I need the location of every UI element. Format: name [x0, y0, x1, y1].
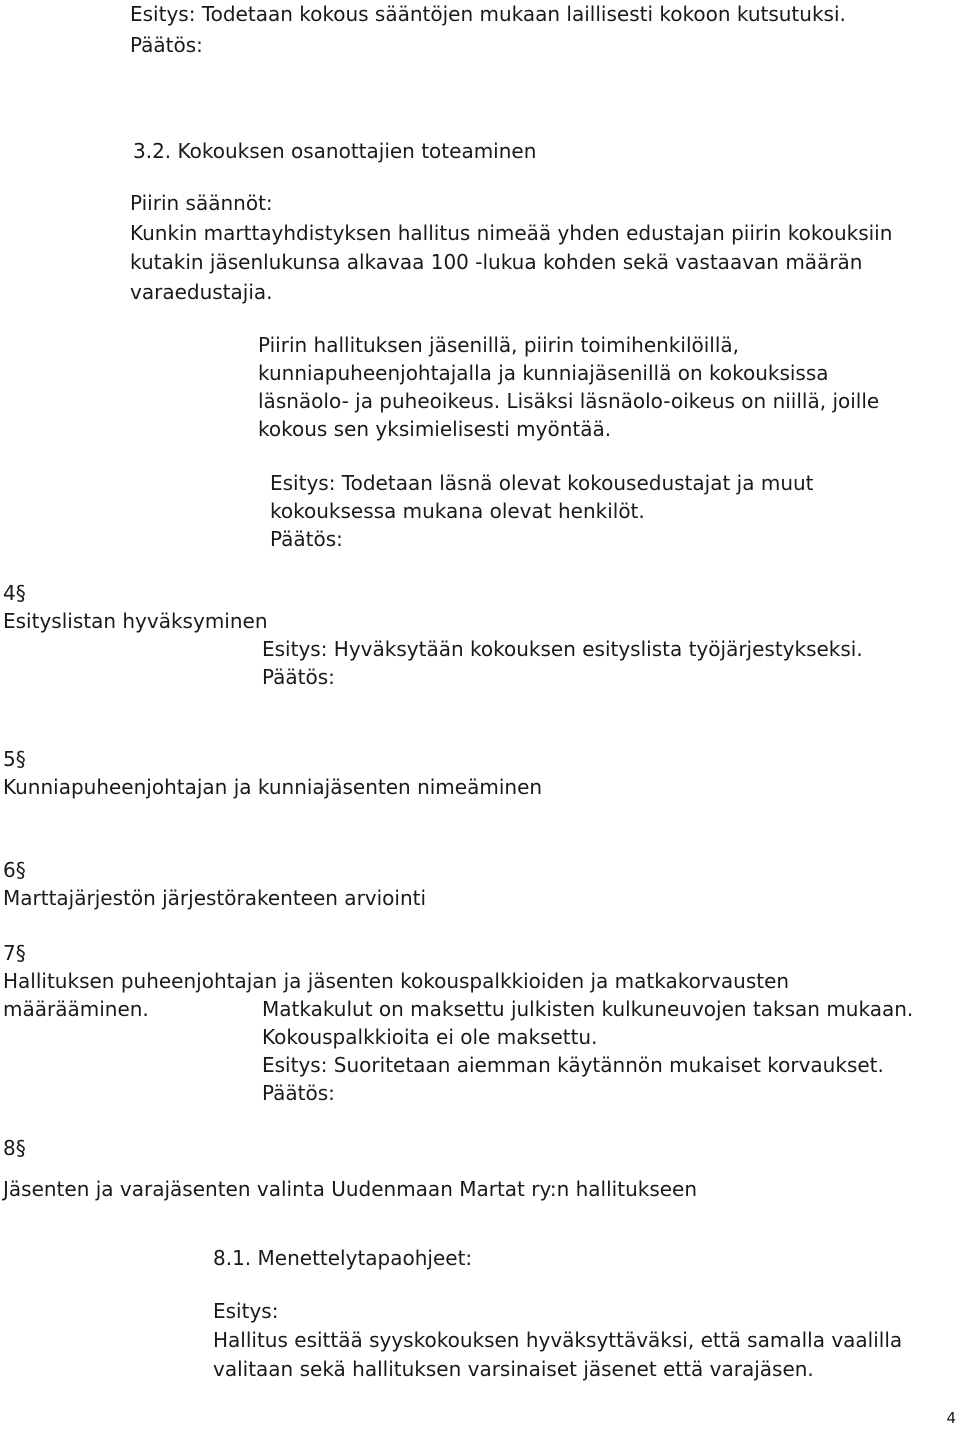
- page-number: 4: [946, 1409, 956, 1427]
- section-8-number: 8§: [3, 1136, 26, 1160]
- section-4-decision: Päätös:: [262, 665, 335, 689]
- section-4-proposal: Esitys: Hyväksytään kokouksen esityslista työjärjestykseksi.: [262, 637, 863, 661]
- rules-label: Piirin säännöt:: [130, 191, 273, 215]
- section-5-number: 5§: [3, 747, 26, 771]
- section-4-number: 4§: [3, 581, 26, 605]
- section-8-1-proposal-label: Esitys:: [213, 1299, 279, 1323]
- section-7-title: määrääminen.: [3, 997, 149, 1021]
- section-3-2-proposal: Esitys: Todetaan läsnä olevat kokousedustajat ja muut: [270, 471, 814, 495]
- section-3-2-title: 3.2. Kokouksen osanottajien toteaminen: [133, 139, 537, 163]
- rules-text-line: varaedustajia.: [130, 280, 273, 304]
- section-5-title: Kunniapuheenjohtajan ja kunniajäsenten nimeäminen: [3, 775, 543, 799]
- section-7-proposal: Esitys: Suoritetaan aiemman käytännön mukaiset korvaukset.: [262, 1053, 884, 1077]
- rules-paragraph-line: Piirin hallituksen jäsenillä, piirin toimihenkilöillä,: [258, 333, 740, 357]
- section-4-title: Esityslistan hyväksyminen: [3, 609, 268, 633]
- rules-paragraph-line: kunniapuheenjohtajalla ja kunniajäsenillä on kokouksissa: [258, 361, 829, 385]
- section-7-note: Matkakulut on maksettu julkisten kulkuneuvojen taksan mukaan.: [262, 997, 914, 1021]
- section-3-1-proposal: Esitys: Todetaan kokous sääntöjen mukaan laillisesti kokoon kutsutuksi.: [130, 2, 846, 26]
- rules-paragraph-line: kokous sen yksimielisesti myöntää.: [258, 417, 612, 441]
- section-3-2-decision: Päätös:: [270, 527, 343, 551]
- section-8-title: Jäsenten ja varajäsenten valinta Uudenmaan Martat ry:n hallitukseen: [3, 1177, 698, 1201]
- rules-text-line: kutakin jäsenlukunsa alkavaa 100 -lukua kohden sekä vastaavan määrän: [130, 250, 863, 274]
- section-8-1-proposal: Hallitus esittää syyskokouksen hyväksyttäväksi, että samalla vaalilla: [213, 1328, 903, 1352]
- section-7-note: Kokouspalkkioita ei ole maksettu.: [262, 1025, 598, 1049]
- section-8-1-proposal: valitaan sekä hallituksen varsinaiset jäsenet että varajäsen.: [213, 1357, 814, 1381]
- section-6-title: Marttajärjestön järjestörakenteen arviointi: [3, 886, 427, 910]
- section-7-title: Hallituksen puheenjohtajan ja jäsenten kokouspalkkioiden ja matkakorvausten: [3, 969, 790, 993]
- section-3-2-proposal: kokouksessa mukana olevat henkilöt.: [270, 499, 645, 523]
- section-6-number: 6§: [3, 858, 26, 882]
- section-7-decision: Päätös:: [262, 1081, 335, 1105]
- section-3-1-decision: Päätös:: [130, 33, 203, 57]
- rules-paragraph-line: läsnäolo- ja puheoikeus. Lisäksi läsnäolo-oikeus on niillä, joille: [258, 389, 880, 413]
- rules-text-line: Kunkin marttayhdistyksen hallitus nimeää yhden edustajan piirin kokouksiin: [130, 221, 893, 245]
- section-8-1-title: 8.1. Menettelytapaohjeet:: [213, 1246, 473, 1270]
- section-7-number: 7§: [3, 941, 26, 965]
